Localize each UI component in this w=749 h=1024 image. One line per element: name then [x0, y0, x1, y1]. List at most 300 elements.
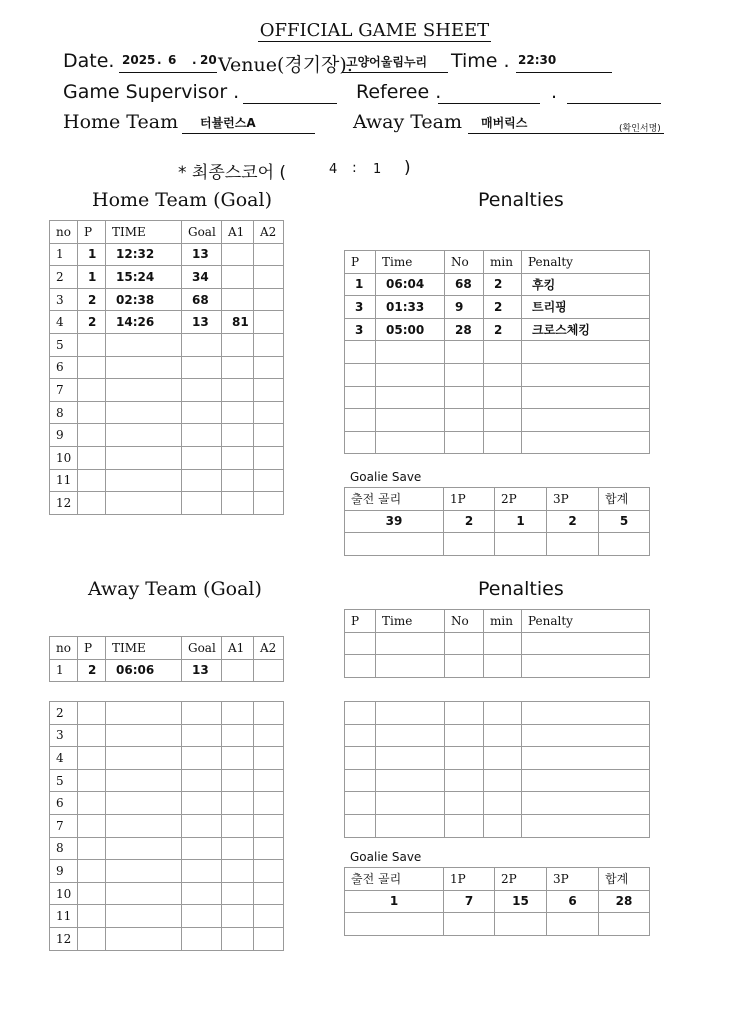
table-cell[interactable] — [222, 860, 254, 883]
table-cell[interactable]: 1 — [78, 243, 106, 266]
table-row — [345, 533, 650, 556]
column-header: Time — [376, 610, 445, 633]
away-goalie-table — [344, 867, 650, 936]
table-cell[interactable] — [522, 724, 650, 747]
table-cell[interactable] — [78, 702, 106, 725]
table-cell[interactable]: 2 — [50, 702, 78, 725]
table-cell[interactable] — [254, 702, 284, 725]
table-cell[interactable]: 05:00 — [376, 318, 445, 341]
table-cell[interactable] — [376, 702, 445, 725]
table-cell[interactable] — [222, 659, 254, 682]
table-cell[interactable]: 06:06 — [106, 659, 182, 682]
table-cell[interactable] — [522, 702, 650, 725]
table-cell[interactable] — [345, 431, 376, 454]
table-cell[interactable]: 15 — [495, 890, 547, 913]
table-cell[interactable] — [182, 702, 222, 725]
table-cell[interactable]: 1 — [50, 243, 78, 266]
table-cell[interactable]: 12 — [50, 927, 78, 950]
table-cell[interactable]: 5 — [50, 769, 78, 792]
table-cell[interactable] — [522, 409, 650, 432]
header-row — [50, 221, 284, 244]
table-cell[interactable] — [182, 379, 222, 402]
column-header: A1 — [222, 637, 254, 660]
away-goal-title: Away Team (Goal) — [88, 578, 262, 600]
table-cell[interactable] — [78, 379, 106, 402]
table-cell[interactable] — [222, 814, 254, 837]
column-header: No — [445, 251, 484, 274]
table-cell[interactable] — [345, 632, 376, 655]
table-cell[interactable]: 9 — [50, 860, 78, 883]
table-cell[interactable] — [254, 379, 284, 402]
table-cell[interactable] — [547, 913, 599, 936]
table-cell[interactable] — [182, 747, 222, 770]
table-row — [50, 837, 284, 860]
table-cell[interactable] — [345, 533, 444, 556]
table-cell[interactable]: 3 — [345, 318, 376, 341]
table-cell[interactable] — [222, 837, 254, 860]
table-cell[interactable] — [445, 655, 484, 678]
table-cell[interactable] — [78, 792, 106, 815]
table-cell[interactable] — [345, 386, 376, 409]
table-cell[interactable] — [222, 492, 254, 515]
table-cell[interactable]: 9 — [445, 296, 484, 319]
table-row — [50, 724, 284, 747]
table-cell[interactable] — [254, 927, 284, 950]
table-cell[interactable]: 68 — [445, 273, 484, 296]
table-cell[interactable]: 2 — [78, 659, 106, 682]
table-row — [345, 702, 650, 725]
table-cell[interactable] — [106, 424, 182, 447]
table-cell[interactable] — [484, 724, 522, 747]
table-row — [50, 860, 284, 883]
table-cell[interactable] — [106, 356, 182, 379]
home-team-value: 터뷸런스A — [200, 116, 256, 130]
table-cell[interactable] — [484, 792, 522, 815]
table-cell[interactable] — [78, 747, 106, 770]
table-row — [50, 927, 284, 950]
table-cell[interactable]: 10 — [50, 882, 78, 905]
table-cell[interactable] — [222, 356, 254, 379]
table-cell[interactable] — [222, 882, 254, 905]
table-cell[interactable] — [182, 860, 222, 883]
table-cell[interactable] — [254, 492, 284, 515]
table-cell[interactable] — [222, 927, 254, 950]
venue-value: 고양어울림누리 — [346, 55, 428, 69]
table-cell[interactable]: 트리핑 — [522, 296, 650, 319]
table-cell[interactable] — [345, 792, 376, 815]
table-cell[interactable]: 1 — [50, 659, 78, 682]
table-row — [345, 814, 650, 837]
table-cell[interactable] — [222, 469, 254, 492]
table-cell[interactable]: 5 — [50, 333, 78, 356]
table-cell[interactable] — [376, 724, 445, 747]
table-cell[interactable] — [345, 655, 376, 678]
final-score-sep: : — [352, 160, 357, 176]
table-cell[interactable]: 13 — [182, 659, 222, 682]
table-cell[interactable]: 06:04 — [376, 273, 445, 296]
table-cell[interactable] — [106, 837, 182, 860]
table-cell[interactable]: 8 — [50, 837, 78, 860]
table-row — [50, 792, 284, 815]
table-cell[interactable]: 1 — [495, 510, 547, 533]
table-cell[interactable] — [182, 882, 222, 905]
table-cell[interactable] — [254, 747, 284, 770]
table-cell[interactable] — [78, 469, 106, 492]
column-header: Goal — [182, 221, 222, 244]
table-cell[interactable] — [106, 814, 182, 837]
table-cell[interactable] — [254, 424, 284, 447]
table-cell[interactable] — [376, 747, 445, 770]
table-cell[interactable] — [222, 769, 254, 792]
table-cell[interactable]: 15:24 — [106, 266, 182, 289]
table-cell[interactable] — [106, 769, 182, 792]
table-cell[interactable] — [484, 431, 522, 454]
table-cell[interactable] — [254, 792, 284, 815]
column-header: Time — [376, 251, 445, 274]
table-cell[interactable] — [445, 724, 484, 747]
table-cell[interactable] — [522, 814, 650, 837]
table-cell[interactable] — [106, 792, 182, 815]
table-cell[interactable] — [106, 724, 182, 747]
table-cell[interactable]: 14:26 — [106, 311, 182, 334]
table-cell[interactable] — [376, 341, 445, 364]
table-cell[interactable] — [182, 401, 222, 424]
table-cell[interactable] — [599, 533, 650, 556]
table-cell[interactable] — [222, 905, 254, 928]
table-cell[interactable]: 2 — [78, 288, 106, 311]
table-cell[interactable]: 7 — [444, 890, 495, 913]
table-cell[interactable] — [222, 424, 254, 447]
table-cell[interactable] — [182, 792, 222, 815]
table-cell[interactable] — [254, 469, 284, 492]
table-cell[interactable] — [254, 288, 284, 311]
table-cell[interactable] — [376, 363, 445, 386]
table-cell[interactable] — [78, 860, 106, 883]
table-cell[interactable] — [78, 492, 106, 515]
table-cell[interactable] — [445, 814, 484, 837]
table-cell[interactable] — [345, 702, 376, 725]
table-cell[interactable] — [182, 492, 222, 515]
table-cell[interactable] — [78, 927, 106, 950]
table-cell[interactable] — [495, 533, 547, 556]
away-penalties-table-top — [344, 609, 650, 678]
table-cell[interactable] — [78, 905, 106, 928]
table-cell[interactable] — [106, 747, 182, 770]
table-cell[interactable]: 7 — [50, 814, 78, 837]
table-cell[interactable] — [222, 333, 254, 356]
column-header: A2 — [254, 221, 284, 244]
final-score-close: ) — [404, 158, 411, 178]
table-cell[interactable] — [445, 431, 484, 454]
table-cell[interactable] — [444, 913, 495, 936]
table-cell[interactable] — [484, 409, 522, 432]
table-cell[interactable] — [254, 356, 284, 379]
table-cell[interactable] — [78, 356, 106, 379]
table-cell[interactable] — [106, 702, 182, 725]
table-cell[interactable]: 7 — [50, 379, 78, 402]
table-cell[interactable]: 2 — [78, 311, 106, 334]
table-cell[interactable] — [182, 837, 222, 860]
table-row — [50, 905, 284, 928]
table-cell[interactable] — [444, 533, 495, 556]
table-cell[interactable] — [376, 769, 445, 792]
table-cell[interactable]: 12:32 — [106, 243, 182, 266]
table-cell[interactable] — [182, 424, 222, 447]
column-header: 3P — [547, 488, 599, 511]
table-cell[interactable]: 2 — [484, 273, 522, 296]
table-cell[interactable]: 02:38 — [106, 288, 182, 311]
table-cell[interactable]: 1 — [345, 890, 444, 913]
table-cell[interactable] — [522, 655, 650, 678]
table-cell[interactable] — [254, 401, 284, 424]
table-cell[interactable] — [522, 363, 650, 386]
table-cell[interactable]: 3 — [50, 724, 78, 747]
table-cell[interactable]: 1 — [345, 273, 376, 296]
table-cell[interactable]: 3 — [50, 288, 78, 311]
table-cell[interactable] — [522, 769, 650, 792]
referee-dot: . — [551, 81, 558, 103]
table-cell[interactable]: 6 — [50, 356, 78, 379]
table-cell[interactable] — [222, 266, 254, 289]
table-cell[interactable] — [445, 747, 484, 770]
table-cell[interactable] — [254, 659, 284, 682]
table-cell[interactable] — [445, 341, 484, 364]
table-cell[interactable]: 4 — [50, 311, 78, 334]
table-cell[interactable]: 3 — [345, 296, 376, 319]
column-header: 출전 골리 — [345, 868, 444, 891]
table-cell[interactable]: 68 — [182, 288, 222, 311]
table-cell[interactable] — [106, 927, 182, 950]
table-cell[interactable] — [345, 724, 376, 747]
table-cell[interactable]: 39 — [345, 510, 444, 533]
table-cell[interactable]: 4 — [50, 747, 78, 770]
table-cell[interactable] — [445, 792, 484, 815]
table-cell[interactable] — [345, 913, 444, 936]
table-cell[interactable] — [182, 927, 222, 950]
table-cell[interactable]: 2 — [50, 266, 78, 289]
table-cell[interactable]: 1 — [78, 266, 106, 289]
table-cell[interactable] — [376, 655, 445, 678]
table-cell[interactable] — [78, 424, 106, 447]
table-cell[interactable] — [222, 747, 254, 770]
table-cell[interactable] — [78, 333, 106, 356]
column-header: P — [345, 610, 376, 633]
table-cell[interactable] — [106, 379, 182, 402]
table-row — [50, 769, 284, 792]
table-cell[interactable] — [182, 769, 222, 792]
table-cell[interactable] — [106, 401, 182, 424]
table-cell[interactable] — [182, 446, 222, 469]
home-penalties-title: Penalties — [478, 189, 564, 211]
table-cell[interactable] — [182, 469, 222, 492]
away-team-label: Away Team — [353, 111, 463, 133]
table-cell[interactable] — [254, 724, 284, 747]
table-cell[interactable] — [484, 341, 522, 364]
table-cell[interactable] — [522, 632, 650, 655]
table-cell[interactable] — [445, 769, 484, 792]
table-cell[interactable]: 크로스체킹 — [522, 318, 650, 341]
table-row — [345, 341, 650, 364]
table-cell[interactable] — [78, 446, 106, 469]
table-cell[interactable] — [254, 814, 284, 837]
away-penalties-title: Penalties — [478, 578, 564, 600]
table-cell[interactable]: 81 — [222, 311, 254, 334]
table-cell[interactable]: 10 — [50, 446, 78, 469]
table-cell[interactable] — [222, 243, 254, 266]
table-cell[interactable] — [78, 837, 106, 860]
table-cell[interactable] — [484, 769, 522, 792]
table-row — [50, 288, 284, 311]
venue-label: Venue(경기장). — [218, 54, 353, 76]
table-cell[interactable] — [445, 386, 484, 409]
table-cell[interactable] — [484, 655, 522, 678]
table-cell[interactable]: 8 — [50, 401, 78, 424]
table-cell[interactable] — [522, 792, 650, 815]
table-cell[interactable] — [495, 913, 547, 936]
table-cell[interactable] — [376, 814, 445, 837]
table-cell[interactable] — [182, 356, 222, 379]
table-cell[interactable] — [78, 814, 106, 837]
table-cell[interactable] — [222, 446, 254, 469]
table-cell[interactable] — [484, 814, 522, 837]
table-cell[interactable]: 34 — [182, 266, 222, 289]
table-cell[interactable] — [254, 446, 284, 469]
table-cell[interactable] — [106, 882, 182, 905]
table-cell[interactable]: 01:33 — [376, 296, 445, 319]
column-header: no — [50, 637, 78, 660]
table-cell[interactable] — [345, 341, 376, 364]
table-cell[interactable] — [445, 409, 484, 432]
table-cell[interactable] — [106, 469, 182, 492]
column-header: 1P — [444, 868, 495, 891]
table-cell[interactable] — [445, 363, 484, 386]
table-row — [50, 333, 284, 356]
table-cell[interactable]: 28 — [599, 890, 650, 913]
table-cell[interactable]: 13 — [182, 243, 222, 266]
table-cell[interactable] — [222, 379, 254, 402]
table-cell[interactable] — [222, 401, 254, 424]
table-cell[interactable]: 2 — [484, 296, 522, 319]
table-cell[interactable] — [599, 913, 650, 936]
supervisor-field[interactable] — [243, 81, 337, 104]
header-row — [345, 868, 650, 891]
table-cell[interactable] — [345, 409, 376, 432]
table-cell[interactable] — [222, 724, 254, 747]
table-cell[interactable]: 2 — [547, 510, 599, 533]
table-cell[interactable] — [78, 724, 106, 747]
table-cell[interactable] — [78, 769, 106, 792]
header-row — [345, 610, 650, 633]
table-cell[interactable] — [484, 702, 522, 725]
table-cell[interactable]: 28 — [445, 318, 484, 341]
table-cell[interactable] — [376, 632, 445, 655]
table-cell[interactable] — [254, 860, 284, 883]
table-cell[interactable] — [106, 333, 182, 356]
table-cell[interactable] — [106, 860, 182, 883]
table-cell[interactable] — [522, 747, 650, 770]
column-header: 2P — [495, 488, 547, 511]
table-cell[interactable] — [106, 905, 182, 928]
table-cell[interactable] — [78, 882, 106, 905]
table-cell[interactable]: 2 — [444, 510, 495, 533]
table-row — [50, 401, 284, 424]
table-cell[interactable] — [484, 363, 522, 386]
table-cell[interactable] — [522, 386, 650, 409]
referee2-field[interactable] — [567, 81, 661, 104]
table-cell[interactable]: 12 — [50, 492, 78, 515]
table-cell[interactable]: 6 — [50, 792, 78, 815]
table-cell[interactable] — [522, 341, 650, 364]
home-goalie-table — [344, 487, 650, 556]
table-cell[interactable] — [345, 814, 376, 837]
table-cell[interactable] — [222, 792, 254, 815]
table-cell[interactable] — [182, 905, 222, 928]
table-cell[interactable] — [182, 814, 222, 837]
table-cell[interactable] — [376, 792, 445, 815]
table-cell[interactable] — [182, 724, 222, 747]
table-cell[interactable] — [547, 533, 599, 556]
table-cell[interactable]: 5 — [599, 510, 650, 533]
home-goal-title: Home Team (Goal) — [92, 189, 272, 211]
table-cell[interactable] — [106, 446, 182, 469]
table-cell[interactable]: 후킹 — [522, 273, 650, 296]
table-cell[interactable] — [78, 401, 106, 424]
table-cell[interactable] — [254, 333, 284, 356]
supervisor-label: Game Supervisor . — [63, 81, 240, 103]
table-cell[interactable] — [222, 288, 254, 311]
table-row — [345, 632, 650, 655]
table-cell[interactable] — [484, 632, 522, 655]
table-cell[interactable] — [445, 632, 484, 655]
table-cell[interactable] — [254, 905, 284, 928]
table-cell[interactable] — [254, 882, 284, 905]
table-cell[interactable] — [376, 409, 445, 432]
table-cell[interactable] — [254, 311, 284, 334]
table-cell[interactable] — [376, 431, 445, 454]
home-team-label: Home Team — [63, 111, 179, 133]
table-cell[interactable] — [254, 266, 284, 289]
table-cell[interactable] — [376, 386, 445, 409]
table-cell[interactable] — [254, 769, 284, 792]
table-cell[interactable]: 11 — [50, 905, 78, 928]
table-row — [345, 724, 650, 747]
table-row — [345, 510, 650, 533]
table-cell[interactable]: 2 — [484, 318, 522, 341]
table-cell[interactable] — [254, 837, 284, 860]
table-cell[interactable] — [345, 747, 376, 770]
column-header: Penalty — [522, 610, 650, 633]
table-cell[interactable]: 6 — [547, 890, 599, 913]
table-cell[interactable] — [345, 769, 376, 792]
table-cell[interactable]: 9 — [50, 424, 78, 447]
away-goalie-title: Goalie Save — [350, 850, 422, 864]
table-cell[interactable] — [222, 702, 254, 725]
table-row — [345, 769, 650, 792]
table-cell[interactable]: 13 — [182, 311, 222, 334]
table-cell[interactable]: 11 — [50, 469, 78, 492]
table-cell[interactable] — [254, 243, 284, 266]
referee-field[interactable] — [438, 81, 540, 104]
table-cell[interactable] — [484, 747, 522, 770]
table-cell[interactable] — [445, 702, 484, 725]
table-cell[interactable] — [106, 492, 182, 515]
table-cell[interactable] — [522, 431, 650, 454]
column-header: 합계 — [599, 488, 650, 511]
table-cell[interactable] — [182, 333, 222, 356]
column-header: Penalty — [522, 251, 650, 274]
table-cell[interactable] — [484, 386, 522, 409]
table-cell[interactable] — [345, 363, 376, 386]
